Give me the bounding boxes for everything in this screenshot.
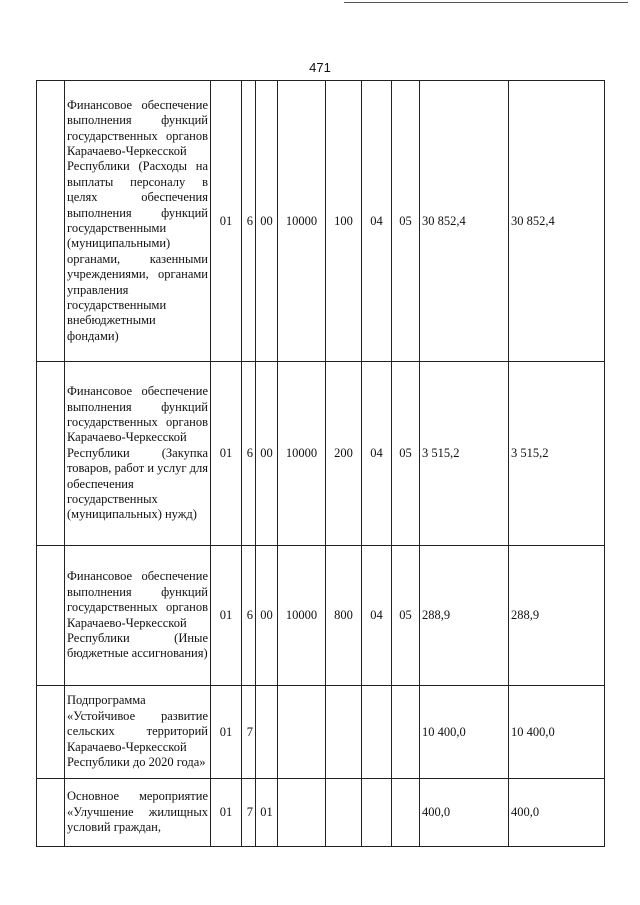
code-cell: 7 — [242, 779, 256, 847]
code-cell — [362, 779, 392, 847]
code-cell: 04 — [362, 546, 392, 686]
row-description: Основное мероприятие «Улучшение жилищных условий граждан, — [65, 779, 211, 847]
row-description: Подпрограмма «Устойчивое развитие сельских территорий Карачаево-Черкесской Республики до 2020 года» — [65, 686, 211, 779]
amount-cell: 288,9 — [509, 546, 605, 686]
amount-cell: 400,0 — [509, 779, 605, 847]
left-blank-cell — [37, 81, 65, 362]
code-cell: 04 — [362, 362, 392, 546]
amount-cell: 10 400,0 — [509, 686, 605, 779]
code-cell: 01 — [211, 779, 242, 847]
code-cell: 10000 — [278, 81, 326, 362]
code-cell — [392, 686, 420, 779]
code-cell — [326, 779, 362, 847]
code-cell — [256, 686, 278, 779]
code-cell — [278, 779, 326, 847]
code-cell: 00 — [256, 546, 278, 686]
code-cell: 01 — [256, 779, 278, 847]
amount-cell: 3 515,2 — [420, 362, 509, 546]
code-cell: 200 — [326, 362, 362, 546]
top-rule-line — [344, 2, 628, 3]
amount-cell: 400,0 — [420, 779, 509, 847]
code-cell: 6 — [242, 546, 256, 686]
left-blank-cell — [37, 362, 65, 546]
table-row — [37, 686, 605, 779]
row-description: Финансовое обеспечение выполнения функций государственных органов Карачаево-Черкесской Республики (Иные бюджетные ассигнования) — [65, 546, 211, 686]
code-cell — [278, 686, 326, 779]
code-cell: 10000 — [278, 546, 326, 686]
amount-cell: 10 400,0 — [420, 686, 509, 779]
code-cell: 01 — [211, 686, 242, 779]
row-description: Финансовое обеспечение выполнения функций государственных органов Карачаево-Черкесской Республики (Расходы на выплаты персоналу в целях обеспечения выполнения функций государственными (муниципальными) органами, казенными учреждениями, органами управления государственными внебюджетными фондами) — [65, 81, 211, 362]
table-row — [37, 81, 605, 362]
page-number: 471 — [309, 60, 331, 75]
code-cell: 800 — [326, 546, 362, 686]
code-cell — [362, 686, 392, 779]
table-row — [37, 546, 605, 686]
left-blank-cell — [37, 546, 65, 686]
amount-cell: 3 515,2 — [509, 362, 605, 546]
left-blank-cell — [37, 686, 65, 779]
code-cell: 01 — [211, 81, 242, 362]
code-cell: 05 — [392, 81, 420, 362]
amount-cell: 288,9 — [420, 546, 509, 686]
code-cell — [392, 779, 420, 847]
amount-cell: 30 852,4 — [509, 81, 605, 362]
code-cell: 05 — [392, 546, 420, 686]
code-cell: 04 — [362, 81, 392, 362]
table-row — [37, 779, 605, 847]
budget-table — [36, 80, 605, 847]
code-cell: 05 — [392, 362, 420, 546]
code-cell: 6 — [242, 362, 256, 546]
left-blank-cell — [37, 779, 65, 847]
code-cell: 7 — [242, 686, 256, 779]
code-cell: 01 — [211, 546, 242, 686]
code-cell: 10000 — [278, 362, 326, 546]
code-cell: 01 — [211, 362, 242, 546]
table-row — [37, 362, 605, 546]
amount-cell: 30 852,4 — [420, 81, 509, 362]
row-description: Финансовое обеспечение выполнения функций государственных органов Карачаево-Черкесской Республики (Закупка товаров, работ и услуг для обеспечения государственных (муниципальных) нужд) — [65, 362, 211, 546]
code-cell: 6 — [242, 81, 256, 362]
code-cell — [326, 686, 362, 779]
code-cell: 00 — [256, 362, 278, 546]
code-cell: 00 — [256, 81, 278, 362]
code-cell: 100 — [326, 81, 362, 362]
